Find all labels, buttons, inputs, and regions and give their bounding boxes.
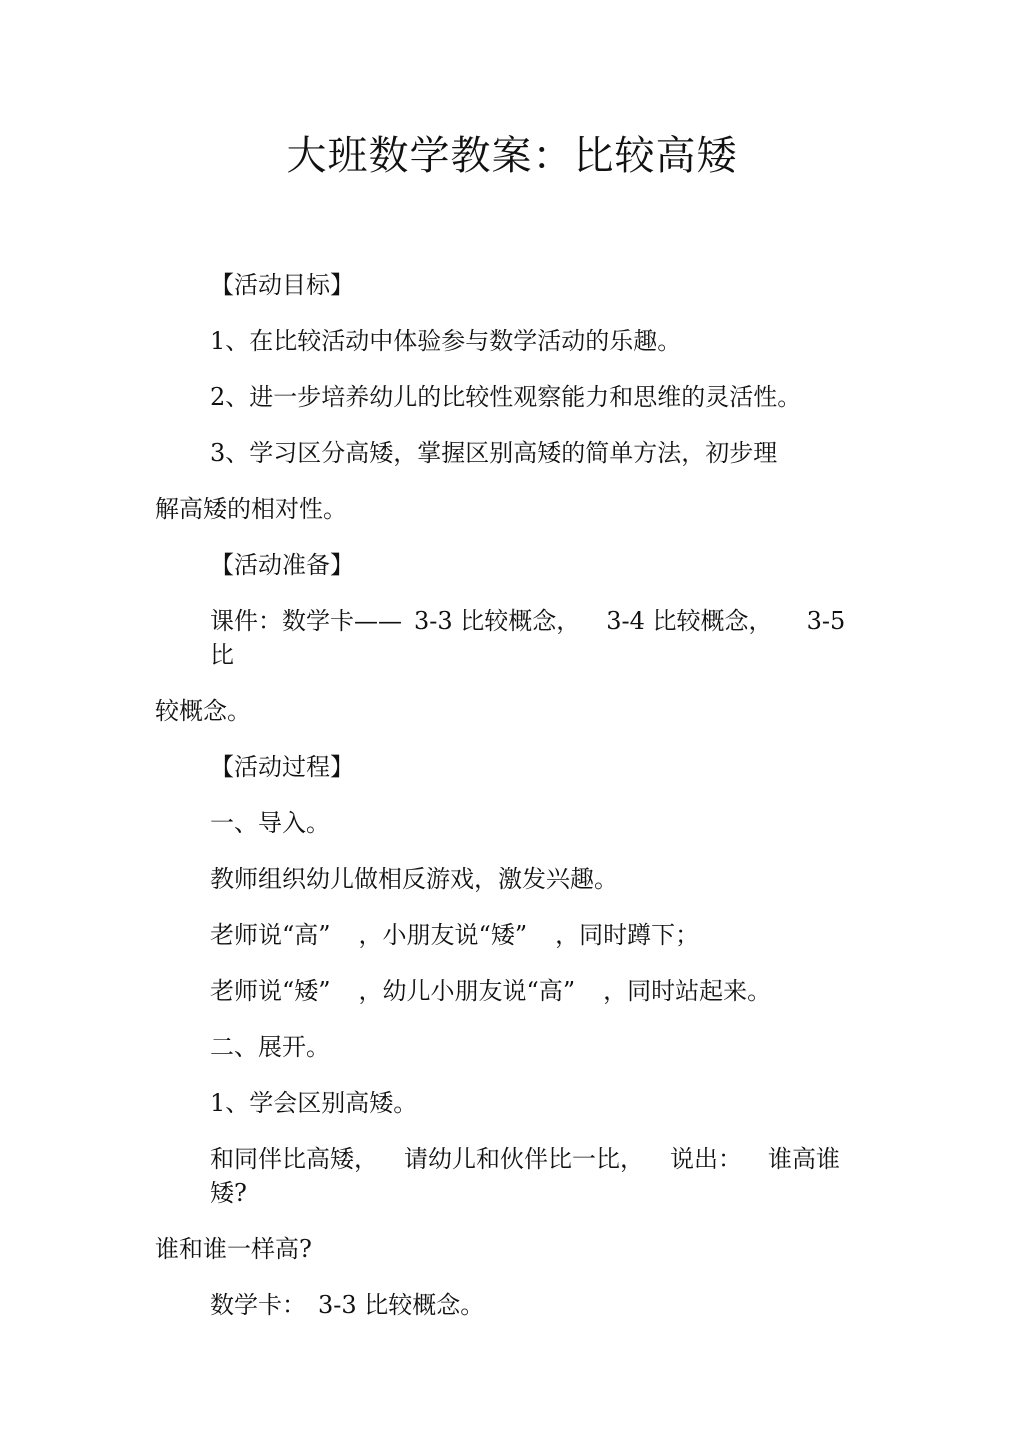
paragraph-4-part-d: 谁高谁: [768, 1145, 840, 1173]
preparation-card-3-3: 3-3 比较概念，: [414, 607, 581, 635]
process-subsection-1: 1、学会区别高矮。: [210, 1089, 418, 1117]
process-heading: 【活动过程】: [210, 753, 354, 781]
paragraph-2-part-c: ，同时蹲下；: [555, 921, 700, 949]
process-paragraph-4-line-2: 矮?: [210, 1179, 247, 1207]
process-section-1: 一、导入。: [210, 809, 330, 837]
process-paragraph-1: 教师组织幼儿做相反游戏，激发兴趣。: [210, 865, 618, 893]
goal-item-3-line-1: 3、学习区分高矮，掌握区别高矮的简单方法，初步理: [210, 439, 778, 467]
process-paragraph-3: [210, 974, 771, 1008]
paragraph-4-part-b: 请幼儿和伙伴比一比，: [404, 1145, 644, 1173]
preparation-card-3-5: 3-5: [806, 607, 846, 635]
paragraph-2-part-a: 老师说“高”: [210, 921, 331, 949]
goal-item-1: 1、在比较活动中体验参与数学活动的乐趣。: [210, 327, 682, 355]
process-paragraph-4: [210, 1142, 840, 1176]
document-title: 大班数学教案：比较高矮: [286, 133, 738, 179]
preparation-card-3-4: 3-4 比较概念，: [606, 607, 773, 635]
paragraph-3-part-b: ，幼儿小朋友说“高”: [358, 977, 576, 1005]
paragraph-3-part-a: 老师说“矮”: [210, 977, 331, 1005]
paragraph-6-part-b: 3-3 比较概念。: [318, 1291, 485, 1319]
process-section-2: 二、展开。: [210, 1033, 330, 1061]
process-paragraph-5: 谁和谁一样高?: [155, 1235, 312, 1263]
process-paragraph-6: [210, 1288, 484, 1322]
goals-heading: 【活动目标】: [210, 271, 354, 299]
process-paragraph-2: [210, 918, 699, 952]
goal-item-2: 2、进一步培养幼儿的比较性观察能力和思维的灵活性。: [210, 383, 802, 411]
preparation-line-3: 较概念。: [155, 697, 251, 725]
paragraph-2-part-b: ，小朋友说“矮”: [358, 921, 528, 949]
paragraph-4-part-c: 说出：: [670, 1145, 742, 1173]
paragraph-6-part-a: 数学卡：: [210, 1291, 306, 1319]
preparation-line-1: [210, 604, 845, 638]
preparation-heading: 【活动准备】: [210, 551, 354, 579]
paragraph-4-part-a: 和同伴比高矮，: [210, 1145, 378, 1173]
goal-item-3-line-2: 解高矮的相对性。: [155, 495, 347, 523]
preparation-courseware: 课件：数学卡——: [210, 607, 402, 635]
preparation-line-2: 比: [210, 641, 234, 669]
paragraph-3-part-c: ，同时站起来。: [603, 977, 772, 1005]
